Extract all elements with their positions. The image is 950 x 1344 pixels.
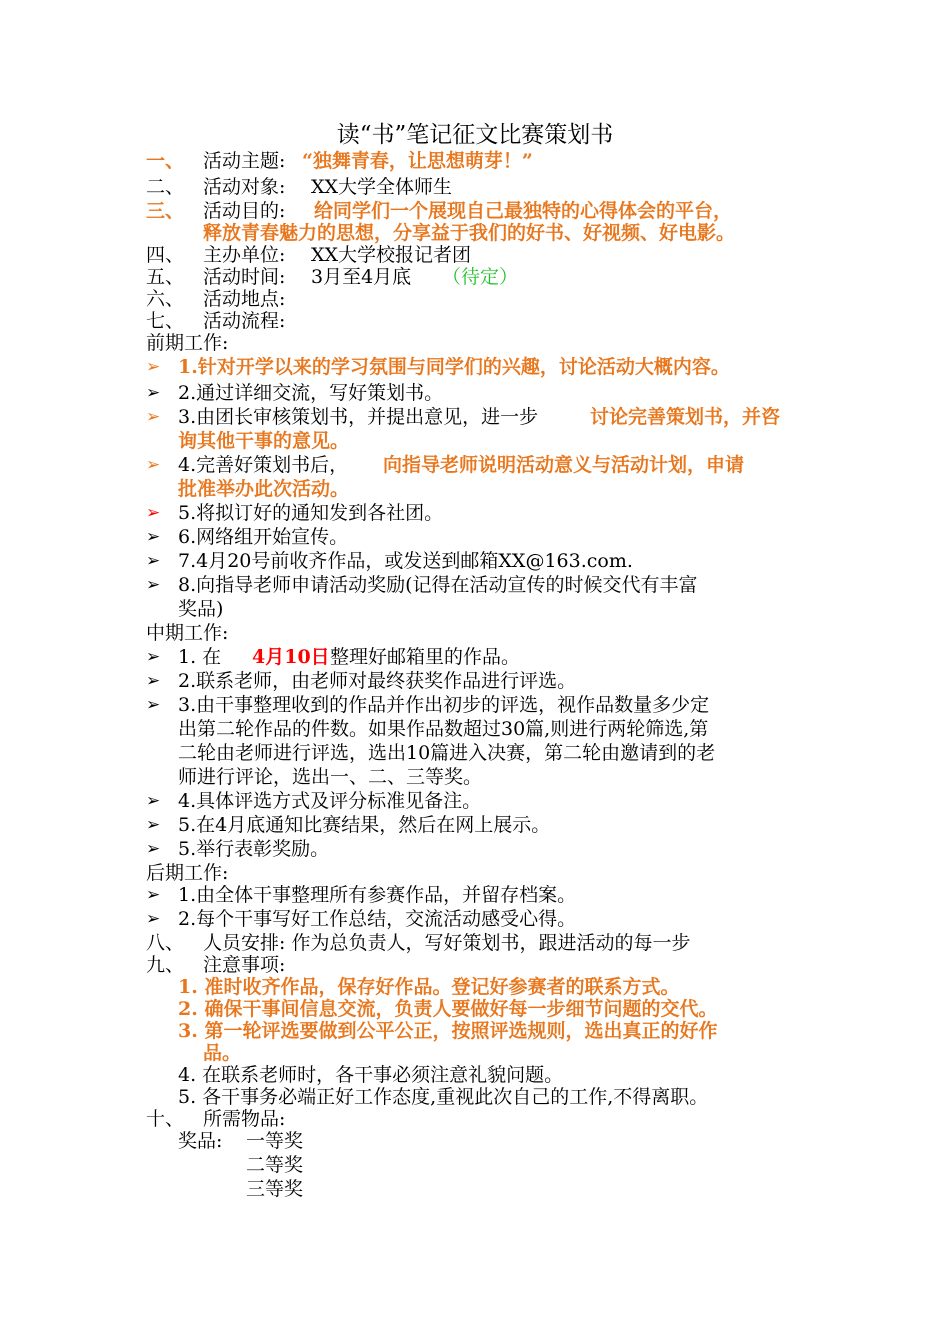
section-8-number: 八、 bbox=[146, 932, 185, 954]
early-item-3-part1: 3.由团长审核策划书，并提出意见，进一步 bbox=[178, 406, 539, 428]
bullet-arrow-icon: ➢ bbox=[146, 503, 161, 523]
bullet-arrow-icon: ➢ bbox=[146, 383, 161, 403]
prizes-label: 奖品: bbox=[178, 1130, 223, 1152]
bullet-arrow-icon: ➢ bbox=[146, 455, 161, 475]
middle-item-1-date: 4月10日 bbox=[252, 646, 330, 668]
section-7-label: 活动流程: bbox=[203, 310, 286, 332]
bullet-arrow-icon: ➢ bbox=[146, 791, 161, 811]
early-item-3-part3: 询其他干事的意见。 bbox=[178, 430, 350, 452]
early-item-3-part2: 讨论完善策划书，并咨 bbox=[590, 406, 781, 428]
bullet-arrow-icon: ➢ bbox=[146, 909, 161, 929]
early-item-5: 5.将拟订好的通知发到各社团。 bbox=[178, 502, 444, 524]
middle-item-3-line2: 出第二轮作品的件数。如果作品数超过30篇,则进行两轮筛选,第 bbox=[178, 718, 709, 740]
late-item-2: 2.每个干事写好工作总结，交流活动感受心得。 bbox=[178, 908, 577, 930]
section-5-value: 3月至4月底 bbox=[311, 266, 412, 288]
early-work-heading: 前期工作: bbox=[146, 332, 229, 354]
early-item-1: 1.针对开学以来的学习氛围与同学们的兴趣，讨论活动大概内容。 bbox=[178, 356, 730, 378]
note-2: 2. 确保干事间信息交流，负责人要做好每一步细节问题的交代。 bbox=[178, 998, 718, 1020]
section-3-number: 三、 bbox=[146, 200, 185, 222]
bullet-arrow-icon: ➢ bbox=[146, 407, 161, 427]
early-item-4-part1: 4.完善好策划书后， bbox=[178, 454, 349, 476]
bullet-arrow-icon: ➢ bbox=[146, 527, 161, 547]
early-item-8-line2: 奖品) bbox=[178, 598, 224, 620]
section-4-number: 四、 bbox=[146, 244, 185, 266]
section-3-value-line1: 给同学们一个展现自己最独特的心得体会的平台， bbox=[314, 200, 733, 222]
bullet-arrow-icon: ➢ bbox=[146, 551, 161, 571]
bullet-arrow-icon: ➢ bbox=[146, 357, 161, 377]
section-10-label: 所需物品: bbox=[203, 1108, 286, 1130]
section-5-note: （待定） bbox=[442, 266, 519, 288]
bullet-arrow-icon: ➢ bbox=[146, 695, 161, 715]
section-4-value: XX大学校报记者团 bbox=[311, 244, 472, 266]
section-9-label: 注意事项: bbox=[203, 954, 286, 976]
section-5-number: 五、 bbox=[146, 266, 185, 288]
bullet-arrow-icon: ➢ bbox=[146, 815, 161, 835]
bullet-arrow-icon: ➢ bbox=[146, 885, 161, 905]
middle-item-3-line1: 3.由干事整理收到的作品并作出初步的评选，视作品数量多少定 bbox=[178, 694, 710, 716]
middle-item-1-part2: 整理好邮箱里的作品。 bbox=[330, 646, 521, 668]
section-3-value-line2: 释放青春魅力的思想，分享益于我们的好书、好视频、好电影。 bbox=[203, 222, 736, 244]
section-2-label: 活动对象: bbox=[203, 176, 286, 198]
section-4-label: 主办单位: bbox=[203, 244, 286, 266]
early-item-4-part2: 向指导老师说明活动意义与活动计划，申请 bbox=[383, 454, 745, 476]
section-7-number: 七、 bbox=[146, 310, 185, 332]
middle-item-4: 4.具体评选方式及评分标准见备注。 bbox=[178, 790, 482, 812]
middle-item-5: 5.在4月底通知比赛结果，然后在网上展示。 bbox=[178, 814, 551, 836]
bullet-arrow-icon: ➢ bbox=[146, 647, 161, 667]
early-item-7: 7.4月20号前收齐作品，或发送到邮箱XX@163.com. bbox=[178, 550, 633, 572]
early-item-8-line1: 8.向指导老师申请活动奖励(记得在活动宣传的时候交代有丰富 bbox=[178, 574, 698, 596]
middle-item-6: 5.举行表彰奖励。 bbox=[178, 838, 330, 860]
section-6-label: 活动地点: bbox=[203, 288, 286, 310]
early-item-6: 6.网络组开始宣传。 bbox=[178, 526, 349, 548]
early-item-4-part3: 批准举办此次活动。 bbox=[178, 478, 350, 500]
document-title: 读“书”笔记征文比赛策划书 bbox=[336, 122, 614, 148]
section-2-value: XX大学全体师生 bbox=[311, 176, 453, 198]
middle-item-1-part1: 1. 在 bbox=[178, 646, 222, 668]
bullet-arrow-icon: ➢ bbox=[146, 575, 161, 595]
section-1-label: 活动主题: bbox=[203, 150, 286, 172]
prize-second: 二等奖 bbox=[246, 1154, 304, 1176]
section-3-label: 活动目的: bbox=[203, 200, 286, 222]
bullet-arrow-icon: ➢ bbox=[146, 839, 161, 859]
middle-item-3-line3: 二轮由老师进行评选，选出10篇进入决赛，第二轮由邀请到的老 bbox=[178, 742, 716, 764]
late-work-heading: 后期工作: bbox=[146, 862, 229, 884]
note-5: 5. 各干事务必端正好工作态度,重视此次自己的工作,不得离职。 bbox=[178, 1086, 709, 1108]
middle-work-heading: 中期工作: bbox=[146, 622, 229, 644]
bullet-arrow-icon: ➢ bbox=[146, 671, 161, 691]
late-item-1: 1.由全体干事整理所有参赛作品，并留存档案。 bbox=[178, 884, 577, 906]
section-1-number: 一、 bbox=[146, 150, 185, 172]
section-6-number: 六、 bbox=[146, 288, 185, 310]
note-3-line1: 3. 第一轮评选要做到公平公正，按照评选规则，选出真正的好作 bbox=[178, 1020, 718, 1042]
section-10-number: 十、 bbox=[146, 1108, 185, 1130]
note-4: 4. 在联系老师时，各干事必须注意礼貌问题。 bbox=[178, 1064, 564, 1086]
middle-item-3-line4: 师进行评论，选出一、二、三等奖。 bbox=[178, 766, 483, 788]
prize-third: 三等奖 bbox=[246, 1178, 304, 1200]
middle-item-2: 2.联系老师，由老师对最终获奖作品进行评选。 bbox=[178, 670, 577, 692]
note-1: 1. 准时收齐作品，保存好作品。登记好参赛者的联系方式。 bbox=[178, 976, 680, 998]
section-5-label: 活动时间: bbox=[203, 266, 286, 288]
section-8-text: 人员安排: 作为总负责人，写好策划书，跟进活动的每一步 bbox=[203, 932, 691, 954]
prize-first: 一等奖 bbox=[246, 1130, 304, 1152]
section-9-number: 九、 bbox=[146, 954, 185, 976]
note-3-line2: 品。 bbox=[203, 1042, 242, 1064]
section-2-number: 二、 bbox=[146, 176, 185, 198]
section-1-value: “独舞青春，让思想萌芽！” bbox=[302, 150, 533, 172]
early-item-2: 2.通过详细交流，写好策划书。 bbox=[178, 382, 444, 404]
